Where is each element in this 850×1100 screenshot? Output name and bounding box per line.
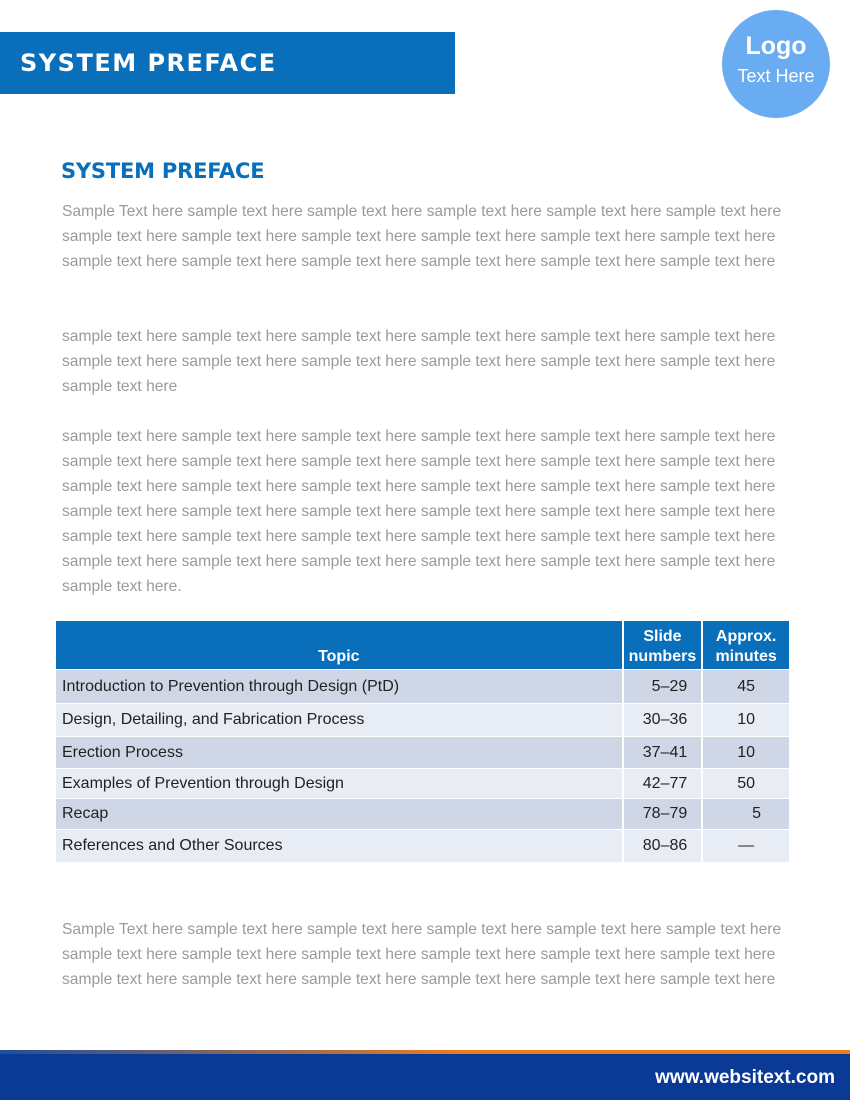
footer-bar bbox=[0, 1054, 850, 1100]
header-topic: Topic bbox=[56, 621, 623, 670]
body-paragraph-3: sample text here sample text here sample text here sample text here sample text here sample text here sample text here sample text here sample text here sample text here sample text here sample text here sample text here sample text here sample text here sample text here sample text here sample text here sample text here sample text here sample text here sample text here sample text here sample text here sample text here sample text here sample text here sample text here sample text here sample text here sample text here sample text here sample text here sample text here sample text here sample text here sample text here. bbox=[62, 428, 776, 595]
topic-schedule-table bbox=[56, 621, 789, 862]
cell-slides: 78–79 bbox=[623, 799, 703, 830]
cell-slides: 42–77 bbox=[623, 769, 703, 799]
section-heading: SYSTEM PREFACE bbox=[61, 159, 265, 183]
cell-minutes: 5 bbox=[702, 799, 789, 830]
table-row bbox=[56, 704, 789, 737]
cell-minutes: 10 bbox=[702, 737, 789, 769]
footer-website-link[interactable]: www.websitext.com bbox=[655, 1067, 835, 1088]
header-slide-numbers: Slide numbers bbox=[623, 621, 703, 670]
logo-sub-text: Text Here bbox=[737, 66, 815, 86]
header-title: SYSTEM PREFACE bbox=[20, 49, 277, 77]
cell-minutes: — bbox=[702, 830, 789, 862]
cell-minutes: 50 bbox=[702, 769, 789, 799]
cell-slides: 37–41 bbox=[623, 737, 703, 769]
cell-topic: Design, Detailing, and Fabrication Process bbox=[56, 704, 623, 737]
table-row bbox=[56, 799, 789, 830]
cell-topic: Introduction to Prevention through Design (PtD) bbox=[56, 670, 623, 704]
logo-main-text: Logo bbox=[745, 32, 807, 60]
table-row bbox=[56, 737, 789, 769]
cell-minutes: 45 bbox=[702, 670, 789, 704]
cell-minutes: 10 bbox=[702, 704, 789, 737]
cell-topic: Examples of Prevention through Design bbox=[56, 769, 623, 799]
cell-slides: 30–36 bbox=[623, 704, 703, 737]
header-banner bbox=[0, 32, 455, 94]
logo-placeholder bbox=[722, 10, 830, 118]
table-row bbox=[56, 830, 789, 862]
table-row bbox=[56, 670, 789, 704]
header-approx-minutes: Approx. minutes bbox=[702, 621, 789, 670]
body-paragraph-4: Sample Text here sample text here sample text here sample text here sample text here sample text here sample text here sample text here sample text here sample text here sample text here sample text here sample text here sample text here sample text here sample text here sample text here sample text here bbox=[62, 921, 782, 988]
body-paragraph-2: sample text here sample text here sample text here sample text here sample text here sample text here sample text here sample text here sample text here sample text here sample text here sample text here sample text here bbox=[62, 328, 776, 395]
table-header-row bbox=[56, 621, 789, 670]
cell-topic: Recap bbox=[56, 799, 623, 830]
cell-slides: 80–86 bbox=[623, 830, 703, 862]
cell-slides: 5–29 bbox=[623, 670, 703, 704]
cell-topic: Erection Process bbox=[56, 737, 623, 769]
table-row bbox=[56, 769, 789, 799]
body-paragraph-1: Sample Text here sample text here sample text here sample text here sample text here sample text here sample text here sample text here sample text here sample text here sample text here sample text here sample text here sample text here sample text here sample text here sample text here sample text here bbox=[62, 203, 782, 270]
cell-topic: References and Other Sources bbox=[56, 830, 623, 862]
